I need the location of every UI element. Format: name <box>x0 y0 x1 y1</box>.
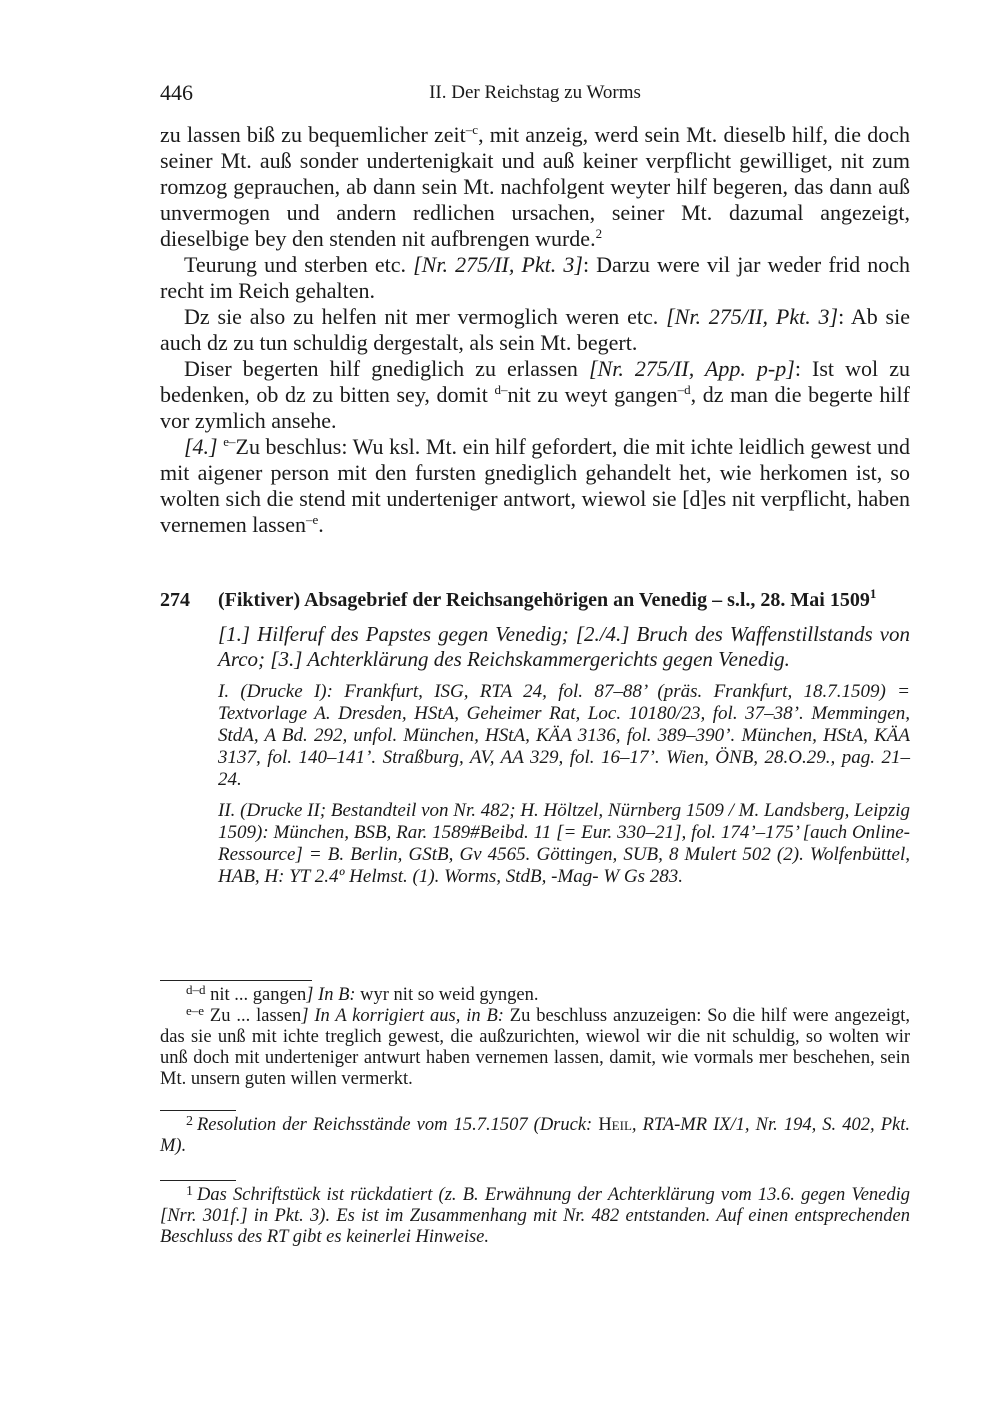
document-heading <box>160 588 910 614</box>
paragraph-3: Dz sie also zu helfen nit mer vermoglich weren etc. [Nr. 275/II, Pkt. 3]: Ab sie auch dz zu tun schuldig dergestalt, als sein Mt. begert. <box>160 304 910 355</box>
apparatus-mark: –d <box>677 382 691 397</box>
paragraph-5: [4.] $^{e-}$Zu beschlus: Wu ksl. Mt. ein hilf gefordert, die mit ichte leidlich gewest und mit aigener person mit den fursten gnediglich gehandelt het, wie herkomen ist, so wolten sich die stend mit underteniger antwort, wiewol sie [d]es nit verpflicht, haben vernemen lassen$^{-e}$. <box>160 434 911 537</box>
apparatus-mark: –c <box>465 122 479 137</box>
document-title: (Fiktiver) Absagebrief der Reichsangehörigen an Venedig – s.l., 28. Mai 1509$^1$ <box>218 586 877 611</box>
document-summary: [1.] Hilferuf des Papstes gegen Venedig; [2./4.] Bruch des Waffenstillstands von Arco; [3.] Achterklärung des Reichskammergerichts gegen Venedig. <box>218 622 910 671</box>
footnote-ref-1[interactable]: 1 <box>869 586 877 601</box>
section-ref: [4.] <box>184 434 218 459</box>
paragraph-2: Teurung und sterben etc. [Nr. 275/II, Pkt. 3]: Darzu were vil jar weder frid noch recht im Reich gehalten. <box>160 252 910 303</box>
footnote-section-2 <box>160 1110 910 1157</box>
running-head <box>160 80 910 110</box>
source-list-1: I. (Drucke I): Frankfurt, ISG, RTA 24, fol. 87–88’ (präs. Frankfurt, 18.7.1509) = Textvorlage A. Dresden, HStA, Geheimer Rat, Loc. 10180/23, fol. 37–38’. Memmingen, StdA, A Bd. 292, unfol. München, HStA, KÄA 3136, fol. 389–390’. München, HStA, KÄA 3137, fol. 140–141’. Straßburg, AV, AA 329, fol. 16–17’. Wien, ÖNB, 28.O.29., pag. 21–24. <box>218 681 910 790</box>
footnote-divider <box>160 1180 236 1181</box>
cross-reference: [Nr. 275/II, Pkt. 3] <box>666 304 839 329</box>
footnote-section-1 <box>160 1180 910 1248</box>
cross-reference: [Nr. 275/II, App. p-p] <box>588 356 795 381</box>
footnote-divider <box>160 980 312 981</box>
apparatus-mark: e– <box>223 434 236 449</box>
apparatus-note-ee: $^{e-e}$ Zu ... lassen] In A korrigiert aus, in B: Zu beschluss anzuzeigen: So die hilf were angezeigt, das sie unß mit ichte treglich gewest, die außzurichten, wiewol wir die nit schuldig, so wolten wir unß doch mit underteniger antwurt haben vernemen lassen, damit, wie vormals mer beschehen, sein Mt. unsern guten willen vermerkt. <box>160 1003 910 1089</box>
cross-reference: [Nr. 275/II, Pkt. 3] <box>413 252 583 277</box>
apparatus-mark: d– <box>494 382 508 397</box>
page-number: 446 <box>160 80 193 105</box>
paragraph-4: Diser begerten hilf gnediglich zu erlassen [Nr. 275/II, App. p-p]: Ist wol zu bedenken, ob dz zu bitten sey, domit $^{d-}$nit zu weyt gangen$^{-d}$, dz man die begerte hilf vor zymlich ansehe. <box>160 356 910 433</box>
main-text <box>160 122 910 538</box>
source-list-2: II. (Drucke II; Bestandteil von Nr. 482; H. Höltzel, Nürnberg 1509 / M. Landsberg, Leipzig 1509): München, BSB, Rar. 1589#Beibd. 11 [= Eur. 330–21], fol. 174’–175’ [auch Online-Ressource] = B. Berlin, GStB, Gv 4565. Göttingen, SUB, 8 Mulert 502 (2). Wolfenbüttel, HAB, H: YT 2.4º Helmst. (1). Worms, StdB, -Mag- W Gs 283. <box>218 800 911 887</box>
footnote-ref-2[interactable]: 2 <box>595 226 603 241</box>
running-title: II. Der Reichstag zu Worms <box>429 82 641 103</box>
footnote-divider <box>160 1110 236 1111</box>
apparatus-note-dd: $^{d-d}$ nit ... gangen] In B: wyr nit so weid gyngen. <box>186 982 539 1005</box>
apparatus-mark: –e <box>306 512 319 527</box>
footnote-2: $^2$ Resolution der Reichsstände vom 15.7.1507 (Druck: Heil, RTA-MR IX/1, Nr. 194, S. 402, Pkt. M). <box>160 1114 911 1156</box>
critical-apparatus <box>160 980 910 1090</box>
footnote-1: $^1$ Das Schriftstück ist rückdatiert (z. B. Erwähnung der Achterklärung vom 13.6. gegen Venedig [Nrr. 301f.] in Pkt. 3). Es ist im Zusammenhang mit Nr. 482 entstanden. Auf einen entsprechenden Beschluss des RT gibt es keinerlei Hinweise. <box>160 1184 910 1247</box>
document-entry <box>160 588 910 888</box>
paragraph-1: zu lassen biß zu bequemlicher zeit$^{-c}$, mit anzeig, werd sein Mt. dieselb hilf, die doch seiner Mt. auß sonder undertenigkait und auß keiner verpflicht gewilliget, nit zum romzog geprauchen, ab dann sein Mt. nachfolgent weyter hilf begeren, das dann auß unvermogen und andern redlichen ursachen, seiner Mt. dazumal angezeigt, dieselbige bey den stenden nit aufbrengen wurde.$^2$ <box>160 122 911 251</box>
document-number: 274 <box>160 589 190 611</box>
